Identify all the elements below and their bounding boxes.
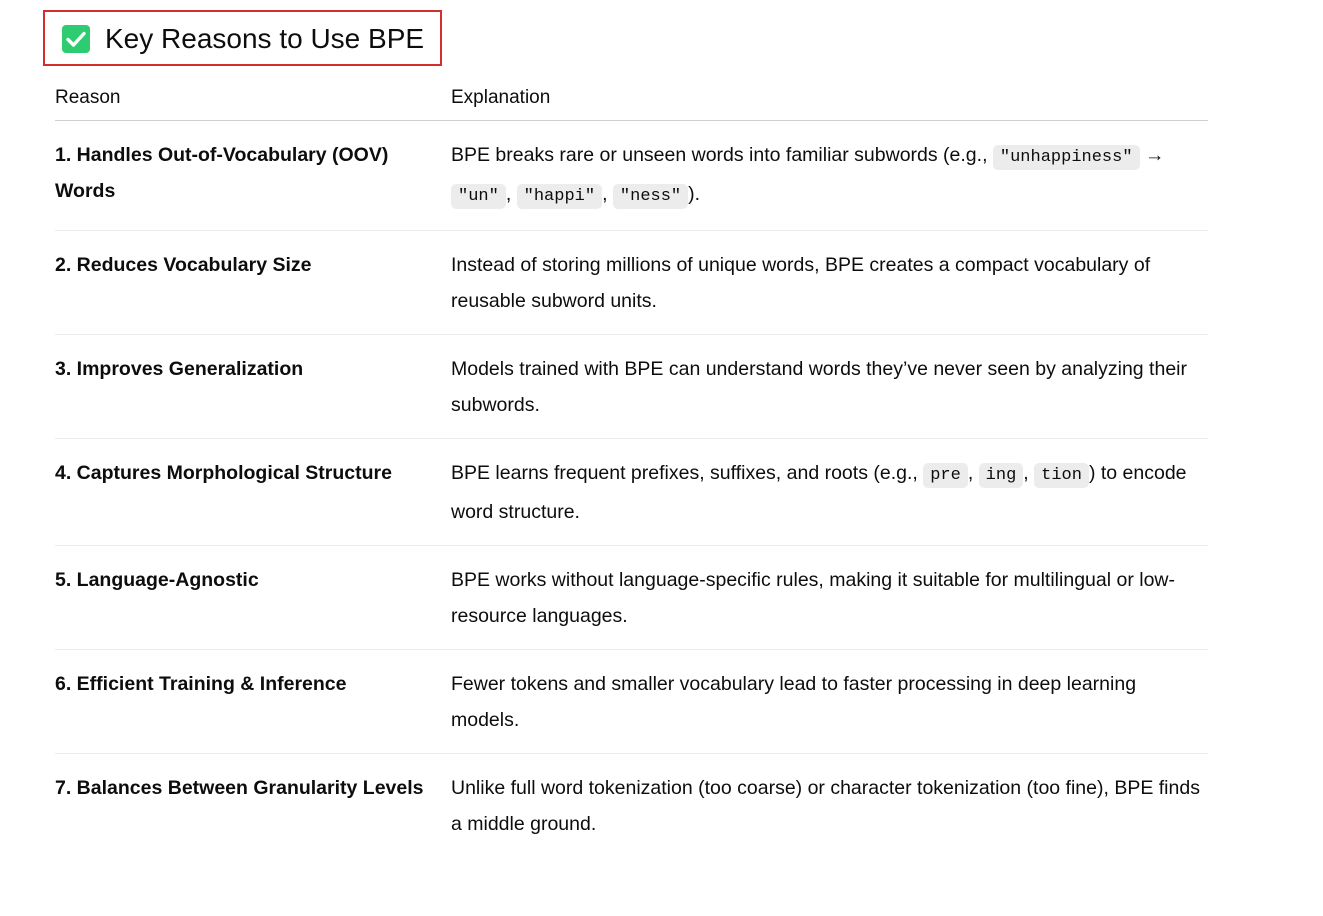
reason-cell: 7. Balances Between Granularity Levels xyxy=(55,777,424,799)
explanation-cell xyxy=(451,231,1208,335)
table-row xyxy=(55,650,1208,754)
code-token: "un" xyxy=(451,184,506,209)
explanation-text: → xyxy=(1139,144,1165,166)
explanation-text: , xyxy=(1023,462,1035,484)
table-row xyxy=(55,121,1208,231)
column-header-explanation: Explanation xyxy=(451,78,1208,121)
reason-cell: 5. Language-Agnostic xyxy=(55,546,451,650)
explanation-text: , xyxy=(602,183,613,205)
table-row xyxy=(55,335,1208,439)
explanation-cell xyxy=(451,650,1208,754)
explanation-cell xyxy=(451,439,1208,546)
code-token: "unhappiness" xyxy=(993,145,1140,170)
explanation-cell xyxy=(451,546,1208,650)
code-token: pre xyxy=(923,463,968,488)
reasons-table xyxy=(55,78,1208,857)
explanation-cell xyxy=(451,754,1208,858)
column-header-reason: Reason xyxy=(55,78,451,121)
code-token: "ness" xyxy=(613,184,688,209)
reason-cell: 3. Improves Generalization xyxy=(55,335,451,439)
explanation-text: BPE breaks rare or unseen words into familiar subwords (e.g., xyxy=(451,144,993,166)
explanation-text: BPE learns frequent prefixes, suffixes, and roots (e.g., xyxy=(451,462,924,484)
table-row xyxy=(55,546,1208,650)
check-mark-icon xyxy=(62,25,90,53)
code-token: ing xyxy=(979,463,1024,488)
reason-cell: 2. Reduces Vocabulary Size xyxy=(55,231,451,335)
table-row xyxy=(55,231,1208,335)
explanation-text: ) to encode word structure. xyxy=(451,462,1187,523)
explanation-text: Models trained with BPE can understand words they’ve never seen by analyzing their subwords. xyxy=(451,358,1187,416)
explanation-text: , xyxy=(505,183,517,205)
explanation-text: ). xyxy=(688,183,701,205)
table-row xyxy=(55,754,1208,858)
reason-cell: 1. Handles Out-of-Vocabulary (OOV) Words xyxy=(55,121,451,231)
reason-cell: 4. Captures Morphological Structure xyxy=(55,439,451,546)
reason-cell: 6. Efficient Training & Inference xyxy=(55,650,451,754)
table-header-row xyxy=(55,78,1208,121)
explanation-text: BPE works without language-specific rules, making it suitable for multilingual or low-resource languages. xyxy=(451,569,1175,627)
explanation-text: Fewer tokens and smaller vocabulary lead to faster processing in deep learning models. xyxy=(451,673,1137,731)
code-token: tion xyxy=(1034,463,1089,488)
explanation-cell xyxy=(451,121,1208,231)
section-heading xyxy=(43,10,442,66)
table-row xyxy=(55,439,1208,546)
explanation-text: , xyxy=(967,462,979,484)
explanation-text: Unlike full word tokenization (too coarse) or character tokenization (too fine), BPE finds a middle ground. xyxy=(451,777,1200,835)
explanation-cell xyxy=(451,335,1208,439)
code-token: "happi" xyxy=(517,184,602,209)
explanation-text: Instead of storing millions of unique words, BPE creates a compact vocabulary of reusable subword units. xyxy=(451,254,1151,312)
section-title: Key Reasons to Use BPE xyxy=(105,23,425,54)
